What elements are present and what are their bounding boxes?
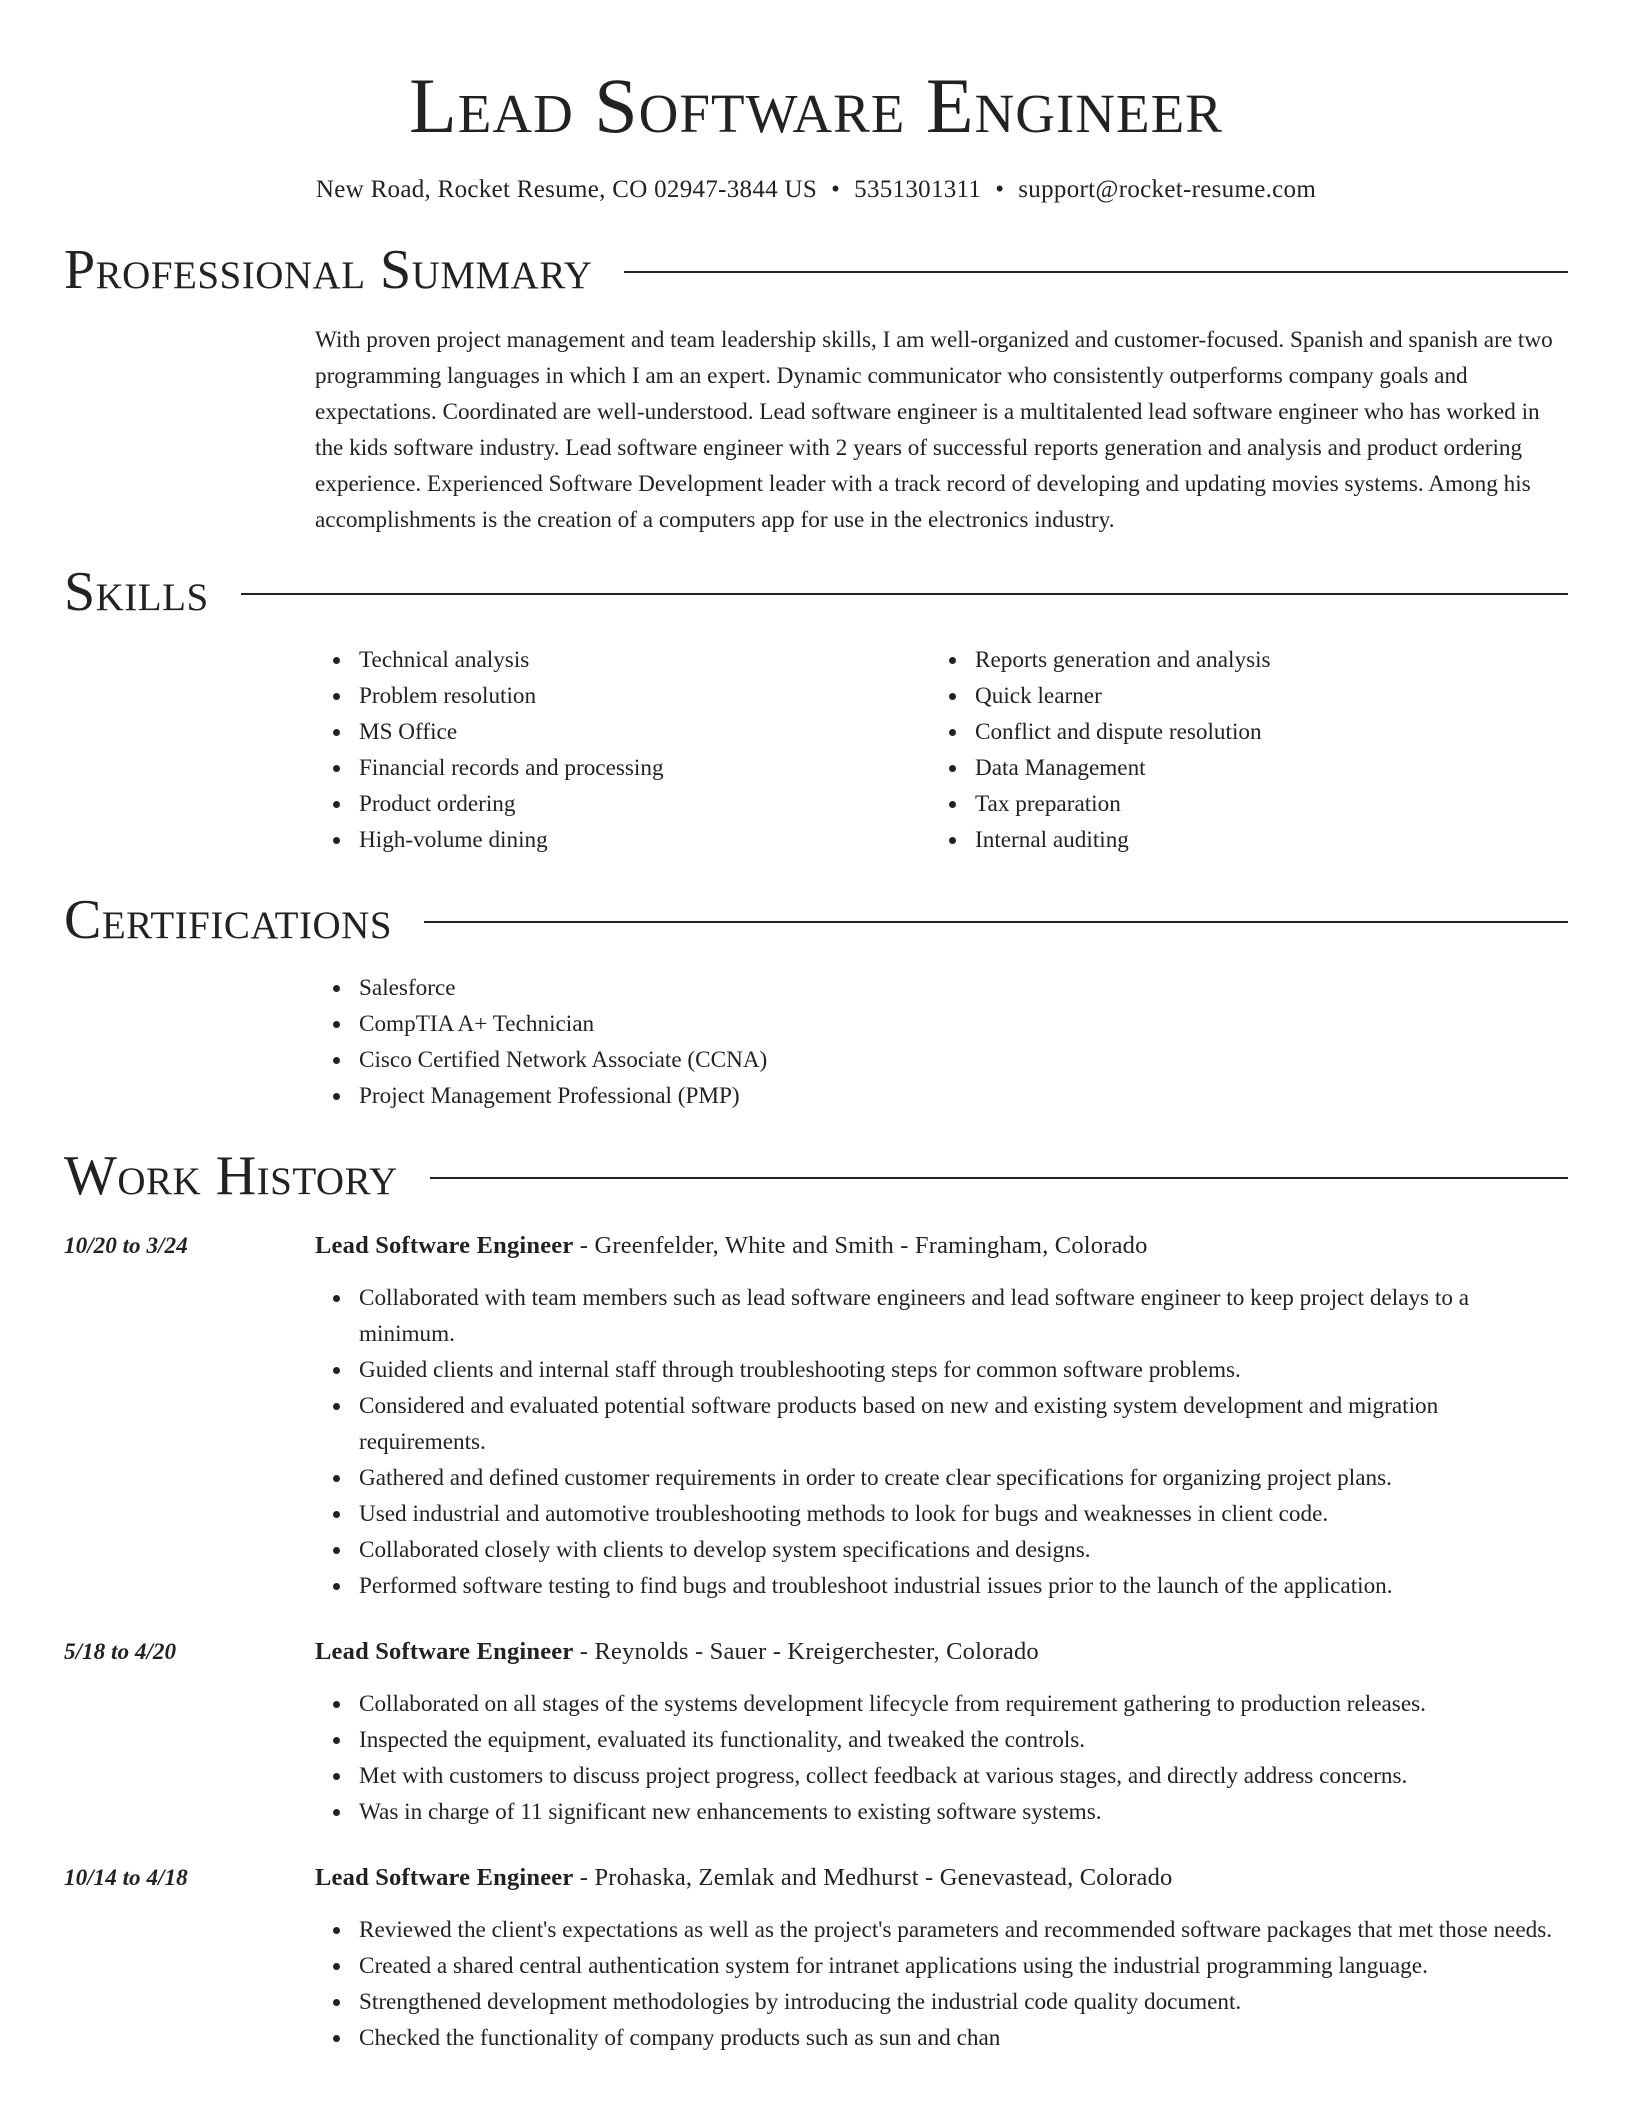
- job-bullet: Reviewed the client's expectations as well as the project's parameters and recommended software packages that met those needs.: [359, 1912, 1568, 1948]
- contact-phone: 5351301311: [854, 176, 982, 203]
- job-employer-location: - Reynolds - Sauer - Kreigerchester, Colorado: [573, 1638, 1039, 1665]
- contact-separator: •: [831, 176, 841, 203]
- job-employer-location: - Greenfelder, White and Smith - Framingham, Colorado: [573, 1232, 1148, 1259]
- skill-item: Data Management: [975, 750, 1547, 786]
- contact-separator: •: [995, 176, 1005, 203]
- skill-item: Tax preparation: [975, 786, 1547, 822]
- resume-name-title: Lead Software Engineer: [409, 62, 1223, 149]
- job-bullet: Collaborated on all stages of the systems development lifecycle from requirement gathering to production releases.: [359, 1686, 1568, 1722]
- section-divider: [430, 1177, 1568, 1179]
- contact-email: support@rocket-resume.com: [1018, 176, 1317, 203]
- job-role: Lead Software Engineer: [315, 1864, 574, 1891]
- section-divider: [424, 921, 1568, 923]
- job-bullet: Strengthened development methodologies by introducing the industrial code quality document.: [359, 1984, 1568, 2020]
- job-entry: [64, 1634, 1568, 1830]
- job-role: Lead Software Engineer: [315, 1232, 574, 1259]
- job-bullet: Performed software testing to find bugs and troubleshoot industrial issues prior to the launch of the application.: [359, 1568, 1568, 1604]
- job-bullets: [315, 1912, 1568, 2056]
- job-title-line: [315, 1634, 1568, 1670]
- skills-list-right: [931, 642, 1547, 858]
- work-history-list: [64, 1228, 1568, 2056]
- skill-item: Quick learner: [975, 678, 1547, 714]
- certifications-block: [315, 970, 1568, 1114]
- skill-item: Conflict and dispute resolution: [975, 714, 1547, 750]
- job-title-line: [315, 1228, 1568, 1264]
- contact-line: [64, 174, 1568, 206]
- job-dates: 10/20 to 3/24: [64, 1233, 188, 1259]
- certification-item: Project Management Professional (PMP): [359, 1078, 1568, 1114]
- certification-item: Salesforce: [359, 970, 1568, 1006]
- skill-item: Reports generation and analysis: [975, 642, 1547, 678]
- job-bullet: Checked the functionality of company products such as sun and chan: [359, 2020, 1568, 2056]
- certifications-list: [315, 970, 1568, 1114]
- skills-list-left: [315, 642, 931, 858]
- job-body: [315, 1634, 1568, 1830]
- job-entry: [64, 1860, 1568, 2056]
- contact-address: New Road, Rocket Resume, CO 02947-3844 US: [315, 176, 818, 203]
- skill-item: Internal auditing: [975, 822, 1547, 858]
- job-entry: [64, 1228, 1568, 1604]
- certification-item: CompTIA A+ Technician: [359, 1006, 1568, 1042]
- job-bullet: Gathered and defined customer requirements in order to create clear specifications for organizing project plans.: [359, 1460, 1568, 1496]
- summary-section-header: [64, 238, 1568, 302]
- skills-columns: [315, 642, 1568, 858]
- certifications-section-header: [64, 888, 1568, 952]
- job-title-line: [315, 1860, 1568, 1896]
- work-section-header: [64, 1144, 1568, 1208]
- job-dates: 5/18 to 4/20: [64, 1639, 177, 1665]
- summary-paragraph: With proven project management and team leadership skills, I am well-organized and customer-focused. Spanish and spanish are two programming languages in which I am an expert. Dynamic communicator who consistently outperforms company goals and expectations. Coordinated are well-understood. Lead software engineer is a multitalented lead software engineer who has worked in the kids software industry. Lead software engineer with 2 years of successful reports generation and analysis and product ordering experience. Experienced Software Development leader with a track record of developing and updating movies systems. Among his accomplishments is the creation of a computers app for use in the electronics industry.: [315, 327, 1553, 533]
- job-bullet: Used industrial and automotive troubleshooting methods to look for bugs and weaknesses in client code.: [359, 1496, 1568, 1532]
- job-body: [315, 1860, 1568, 2056]
- section-divider: [624, 271, 1568, 273]
- resume-page: [64, 0, 1568, 2056]
- job-role: Lead Software Engineer: [315, 1638, 574, 1665]
- skill-item: Technical analysis: [359, 642, 931, 678]
- skills-section-title: Skills: [64, 561, 209, 623]
- job-bullet: Met with customers to discuss project progress, collect feedback at various stages, and directly address concerns.: [359, 1758, 1568, 1794]
- work-section-title: Work History: [64, 1145, 398, 1207]
- job-bullet: Created a shared central authentication system for intranet applications using the industrial programming language.: [359, 1948, 1568, 1984]
- job-dates: 10/14 to 4/18: [64, 1865, 188, 1891]
- skill-item: Financial records and processing: [359, 750, 931, 786]
- skill-item: MS Office: [359, 714, 931, 750]
- job-bullet: Considered and evaluated potential software products based on new and existing system development and migration requirements.: [359, 1388, 1568, 1460]
- skill-item: Problem resolution: [359, 678, 931, 714]
- job-bullets: [315, 1280, 1568, 1604]
- job-bullet: Was in charge of 11 significant new enhancements to existing software systems.: [359, 1794, 1568, 1830]
- skill-item: High-volume dining: [359, 822, 931, 858]
- job-bullet: Guided clients and internal staff through troubleshooting steps for common software problems.: [359, 1352, 1568, 1388]
- summary-section-title: Professional Summary: [64, 239, 593, 301]
- job-body: [315, 1228, 1568, 1604]
- certifications-section-title: Certifications: [64, 889, 393, 951]
- skill-item: Product ordering: [359, 786, 931, 822]
- job-bullet: Collaborated with team members such as lead software engineers and lead software engineer to keep project delays to a minimum.: [359, 1280, 1568, 1352]
- job-bullet: Collaborated closely with clients to develop system specifications and designs.: [359, 1532, 1568, 1568]
- job-bullets: [315, 1686, 1568, 1830]
- skills-section-header: [64, 560, 1568, 624]
- job-employer-location: - Prohaska, Zemlak and Medhurst - Genevastead, Colorado: [573, 1864, 1173, 1891]
- job-bullet: Inspected the equipment, evaluated its functionality, and tweaked the controls.: [359, 1722, 1568, 1758]
- section-divider: [241, 593, 1568, 595]
- certification-item: Cisco Certified Network Associate (CCNA): [359, 1042, 1568, 1078]
